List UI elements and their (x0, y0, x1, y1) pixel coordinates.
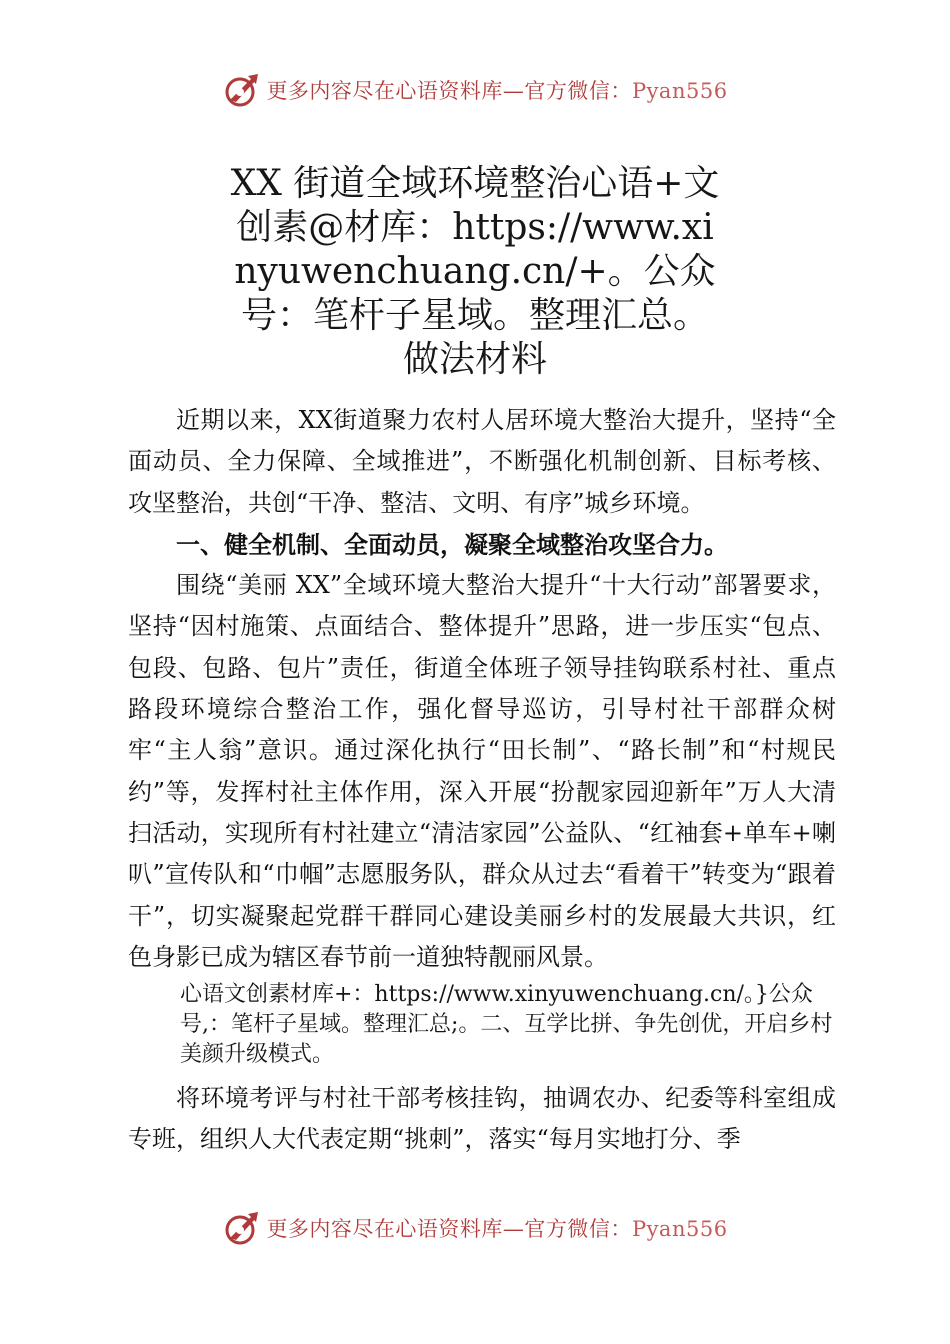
quill-logo-icon (222, 1208, 262, 1248)
banner-text: 更多内容尽在心语资料库—官方微信：Pyan556 (266, 79, 728, 103)
section-2-paragraph: 将环境考评与村社干部考核挂钩，抽调农办、纪委等科室组成专班，组织人大代表定期“挑刺”，落实“每月实地打分、季 (128, 1084, 836, 1154)
banner-text: 更多内容尽在心语资料库—官方微信：Pyan556 (266, 1217, 728, 1241)
section-heading-1: 一、健全机制、全面动员，凝聚全域整治攻坚合力。 (176, 529, 728, 559)
wechat-id: Pyan556 (631, 79, 728, 103)
header-banner (0, 68, 950, 112)
intro-paragraph: 近期以来，XX街道聚力农村人居环境大整治大提升，坚持“全面动员、全力保障、全域推进”，不断强化机制创新、目标考核、攻坚整治，共创“干净、整洁、文明、有序”城乡环境。 (128, 406, 836, 517)
quill-logo-icon (222, 70, 262, 110)
footer-banner (0, 1206, 950, 1250)
section-1-paragraph: 围绕“美丽 XX”全域环境大整治大提升“十大行动”部署要求，坚持“因村施策、点面结合、整体提升”思路，进一步压实“包点、包段、包路、包片”责任，街道全体班子领导挂钩联系村社、重点路段环境综合整治工作，强化督导巡访，引导村社干部群众树牢“主人翁”意识。通过深化执行“田长制”、“路长制”和“村规民约”等，发挥村社主体作用，深入开展“扮靓家园迎新年”万人大清扫活动，实现所有村社建立“清洁家园”公益队、“红袖套+单车+喇叭”宣传队和“巾帼”志愿服务队，群众从过去“看着干”转变为“跟着干”，切实凝聚起党群干群同心建设美丽乡村的发展最大共识，红色身影已成为辖区春节前一道独特靓丽风景。 (128, 571, 836, 971)
document-body (128, 400, 836, 1161)
document-title: XX 街道全域环境整治心语+文创素@材库：https://www.xinyuwenchuang.cn/+。公众号：笔杆子星域。整理汇总。做法材料 (230, 163, 720, 380)
source-note: 心语文创素材库+：https://www.xinyuwenchuang.cn/。}公众号,：笔杆子星域。整理汇总;。二、互学比拼、争先创优，开启乡村美颜升级模式。 (180, 982, 833, 1068)
wechat-id: Pyan556 (631, 1217, 728, 1241)
